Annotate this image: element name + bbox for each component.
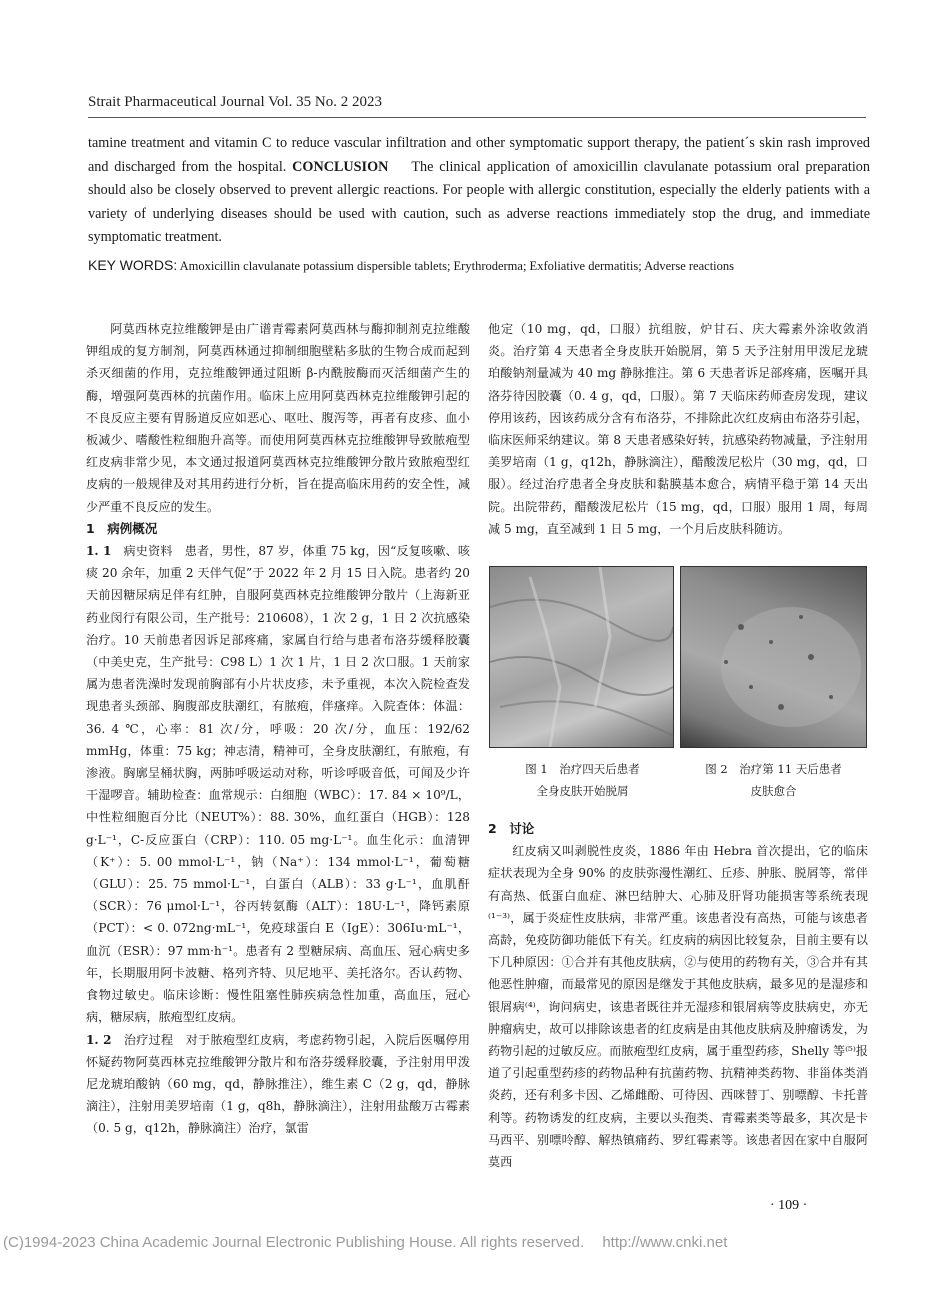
section-2-title: 2 讨论 [488,821,535,836]
journal-title: Strait Pharmaceutical Journal Vol. 35 No. 2 2023 [88,94,382,110]
figure-1-caption-line-2: 全身皮肤开始脱屑 [536,784,629,798]
abstract-continuation [88,132,870,250]
discussion-block [488,818,868,1173]
header-divider [88,117,866,118]
figure-1-skin-texture [490,567,673,747]
discussion-paragraph: 红皮病又叫剥脱性皮炎，1886 年由 Hebra 首次提出，它的临床症状表现为全身 90% 的皮肤弥漫性潮红、丘疹、肿胀、脱屑等，常伴有高热、低蛋白血症、淋巴结肿大、心肺及肝肾功能损害等系统表现⁽¹⁻³⁾，属于炎症性皮肤病，非常严重。该患者没有高热，可能与该患者高龄，免疫防御功能低下有关。红皮病的病因比较复杂，目前主要有以下几种原因：①合并有其他皮肤病，②与使用的药物有关，③合并有其他恶性肿瘤，而最常见的原因是继发于其他皮肤病，最多见的是湿疹和银屑病⁽⁴⁾，询问病史，该患者既往并无湿疹和银屑病等皮肤病史，亦无肿瘤病史，故可以排除该患者的红皮病是由其他皮肤病及肿瘤诱发，为药物引起的过敏反应。而脓疱型红皮病，属于重型药疹，Shelly 等⁽⁵⁾报道了引起重型药疹的药物品种有抗菌药物、抗精神类药物、非甾体类消炎药，还有利多卡因、乙烯雌酚、可待因、西咪替丁、别嘌醇、卡托普利等。药物诱发的红皮病，主要以头孢类、青霉素类等最多，其次是卡马西平、别嘌呤醇、解热镇痛药、罗红霉素等。该患者因在家中自服阿莫西 [488,844,868,1170]
section-1-1-number: 1. 1 [86,544,112,559]
figure-2-photo [680,566,867,748]
figure-2-caption [686,758,861,802]
page-number: · 109 · [770,1198,808,1213]
figure-1-caption-line-1: 图 1 治疗四天后患者 [525,762,640,776]
figure-2-caption-line-1: 图 2 治疗第 11 天后患者 [705,762,842,776]
figure-2-skin-texture [681,567,866,747]
keywords-label: KEY WORDS: [88,257,178,273]
treatment-continuation: 他定（10 mg，qd，口服）抗组胺，炉甘石、庆大霉素外涂收敛消炎。治疗第 4 天患者全身皮肤开始脱屑，第 5 天予注射用甲泼尼龙琥珀酸钠剂量减为 40 mg 静脉推注。第 6 天患者诉足部疼痛，医嘱开具洛芬待因胶囊（0. 4 g，qd，口服）。第 7 天临床药师查房发现，建议停用该药，因该药成分含有布洛芬，不排除此次红皮病由布洛芬引起，临床医师采纳建议。第 8 天患者感染好转，抗感染药物减量，予注射用美罗培南（1 g，q12h，静脉滴注），醋酸泼尼松片（30 mg，qd，口服）。经过治疗患者全身皮肤和黏膜基本愈合，病情平稳于第 14 天出院。出院带药，醋酸泼尼松片（15 mg，qd，口服）服用 1 周，每周减 5 mg，直至减到 1 日 5 mg，一个月后皮肤科随访。 [488,322,868,536]
abstract-text-before: tamine treatment and vitamin C to reduce vascular infiltration and other symptomatic support therapy, the patient´s skin rash improved and discharged from the hospital. [88,135,870,175]
section-1-1-title: 病史资料 [123,544,173,559]
figure-2-caption-line-2: 皮肤愈合 [750,784,797,798]
keywords [88,257,888,274]
intro-paragraph: 阿莫西林克拉维酸钾是由广谱青霉素阿莫西林与酶抑制剂克拉维酸钾组成的复方制剂，阿莫西林通过抑制细胞壁粘多肽的生物合成而起到杀灭细菌的作用，克拉维酸钾通过阻断 β-内酰胺酶而灭活细菌产生的酶，增强阿莫西林的抗菌作用。临床上应用阿莫西林克拉维酸钾引起的不良反应主要有胃肠道反应如恶心、呕吐、腹泻等，再者有皮疹、血小板减少、嗜酸性粒细胞升高等。而使用阿莫西林克拉维酸钾导致脓疱型红皮病非常少见，本文通过报道阿莫西林克拉维酸钾分散片致脓疱型红皮病的一般规律及对其用药进行分析，旨在提高临床用药的安全性，减少严重不良反应的发生。 [86,322,470,514]
section-1-title: 1 病例概况 [86,520,158,536]
footer [3,1234,948,1251]
section-1-2-title: 治疗过程 [123,1032,174,1047]
right-column [488,318,868,540]
section-1-2 [86,1029,470,1140]
abstract-text-after: The clinical application of amoxicillin clavulanate potassium oral preparation should also be closely observed to prevent allergic reactions. For people with allergic constitution, especially the elderly patients with a variety of underlying diseases should be used with caution, such as adverse reactions immediately stop the drug, and immediate symptomatic treatment. [88,158,870,245]
figure-1-photo [489,566,674,748]
section-1-1 [86,540,470,1028]
figure-1-caption [500,758,665,802]
left-column [86,318,470,1140]
footer-copyright: (C)1994-2023 China Academic Journal Electronic Publishing House. All rights reserved. [3,1234,585,1251]
footer-url[interactable]: http://www.cnki.net [602,1234,728,1251]
running-header [88,94,868,111]
section-1-1-text: 患者，男性，87 岁，体重 75 kg，因“反复咳嗽、咳痰 20 余年，加重 2 天伴气促”于 2022 年 2 月 15 日入院。患者约 20 天前因糖尿病足伴有红肿，自服阿莫西林克拉维酸钾分散片（上海新亚药业闵行有限公司，生产批号：210608），1 次 2 g，1 日 2 次抗感染治疗。10 天前患者因诉足部疼痛，家属自行给与患者布洛芬缓释胶囊（中美史克，生产批号：C98 L）1 次 1 片，1 日 2 次口服。1 天前家属为患者洗澡时发现前胸部有小片状皮疹，未予重视，本次入院检查发现患者头颈部、胸腹部皮肤潮红，有脓疱，伴瘙痒。入院查体：体温：36. 4 ℃，心率：81 次/分，呼吸：20 次/分，血压：192/62 mmHg，体重：75 kg；神志清，精神可，全身皮肤潮红，有脓疱，有渗液。胸廓呈桶状胸，两肺呼吸运动对称，听诊呼吸音低，可闻及少许干湿啰音。辅助检查：血常规示：白细胞（WBC）：17. 84 × 10⁹/L，中性粒细胞百分比（NEUT%）：88. 30%，血红蛋白（HGB）：128 g·L⁻¹，C-反应蛋白（CRP）：110. 05 mg·L⁻¹。血生化示：血清钾（K⁺）：5. 00 mmol·L⁻¹，钠（Na⁺）：134 mmol·L⁻¹，葡萄糖（GLU）：25. 75 mmol·L⁻¹，白蛋白（ALB）：33 g·L⁻¹，血肌酐（SCR）：76 μmol·L⁻¹，谷丙转氨酶（ALT）：18U·L⁻¹，降钙素原（PCT）：< 0. 072ng·mL⁻¹，免疫球蛋白 E（IgE）：306Iu·mL⁻¹，血沉（ESR）：97 mm·h⁻¹。患者有 2 型糖尿病、高血压、冠心病史多年，长期服用阿卡波糖、格列齐特、贝尼地平、美托洛尔。否认药物、食物过敏史。临床诊断：慢性阻塞性肺疾病急性加重，高血压，冠心病，糖尿病，脓疱型红皮病。 [86,544,470,1025]
section-1-2-number: 1. 2 [86,1032,112,1047]
conclusion-label: CONCLUSION [292,158,389,175]
keywords-text: Amoxicillin clavulanate potassium dispersible tablets; Erythroderma; Exfoliative dermatitis; Adverse reactions [179,259,735,273]
section-1-2-text: 对于脓疱型红皮病，考虑药物引起，入院后医嘱停用怀疑药物阿莫西林克拉维酸钾分散片和布洛芬缓释胶囊，予注射用甲泼尼龙琥珀酸钠（60 mg，qd，静脉推注），维生素 C（2 g，qd，静脉滴注），注射用美罗培南（1 g，q8h，静脉滴注），注射用盐酸万古霉素（0. 5 g，q12h，静脉滴注）治疗，氯雷 [86,1032,470,1136]
